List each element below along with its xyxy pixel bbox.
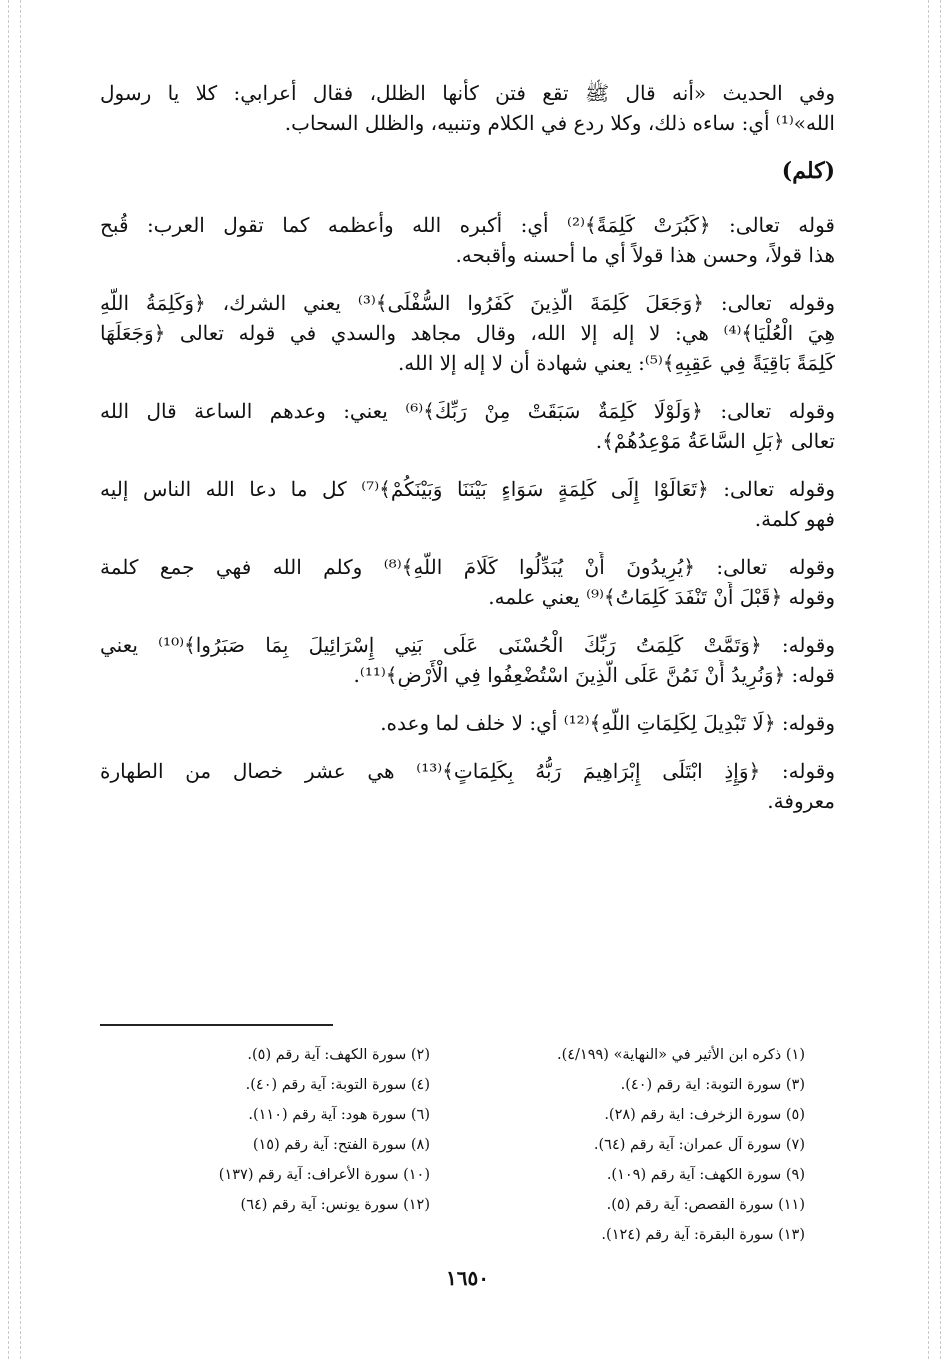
footnotes-column-odd [475, 1040, 835, 1250]
paragraph-la-tabdila [100, 708, 835, 738]
footnote-separator [100, 1024, 333, 1026]
text-line: فهو كلمة. [754, 507, 835, 531]
paragraph-walawla [100, 396, 835, 456]
footnote: (٢) سورة الكهف: آية رقم (٥). [247, 1047, 430, 1063]
footnote: (١١) سورة القصص: آية رقم (٥). [606, 1197, 805, 1213]
paragraph-kalimat-alladhina [100, 288, 835, 378]
text-line: تعالى ﴿بَلِ السَّاعَةُ مَوْعِدُهُمْ﴾. [595, 429, 835, 453]
scan-edge-left-inner [20, 0, 21, 1359]
text-line: كَلِمَةً بَاقِيَةً فِي عَقِبِهِ﴾⁽⁵⁾: يعني شهادة أن لا إله إلا الله. [397, 351, 835, 375]
paragraph-hadith [100, 78, 835, 138]
paragraph-watammat [100, 630, 835, 690]
scan-edge-right [928, 0, 929, 1359]
text-line: قوله: ﴿وَنُرِيدُ أَنْ نَمُنَّ عَلَى الَّذِينَ اسْتُضْعِفُوا فِي الْأَرْضِ﴾⁽¹¹⁾. [353, 663, 835, 687]
footnote: (٣) سورة التوبة: اية رقم (٤٠). [620, 1077, 805, 1093]
scan-edge-left [8, 0, 9, 1359]
document-page [100, 78, 835, 1290]
text-line: وفي الحديث «أنه قال ﷺ تقع فتن كأنها الظلل، فقال أعرابي: كلا يا رسول [100, 81, 835, 105]
paragraph-kaburat [100, 210, 835, 270]
text-line: هذا قولاً، وحسن هذا قولاً أي ما أحسنه وأقبحه. [455, 243, 835, 267]
text-line: قوله تعالى: ﴿كَبُرَتْ كَلِمَةً﴾⁽²⁾ أي: أكبره الله وأعظمه كما تقول العرب: قُبح [100, 213, 835, 237]
footnote: (١) ذكره ابن الأثير في «النهاية» (٤/١٩٩). [556, 1047, 805, 1063]
paragraph-ibtala [100, 756, 835, 816]
footnote: (٥) سورة الزخرف: اية رقم (٢٨). [604, 1107, 805, 1123]
page-number: ١٦٥٠ [446, 1266, 489, 1290]
footnote: (١٠) سورة الأعراف: آية رقم (١٣٧) [218, 1167, 430, 1183]
text-line: وقوله: ﴿لَا تَبْدِيلَ لِكَلِمَاتِ اللَّهِ﴾⁽¹²⁾ أي: لا خلف لما وعده. [380, 711, 835, 735]
text-line: وقوله: ﴿وَإِذِ ابْتَلَى إِبْرَاهِيمَ رَبُّهُ بِكَلِمَاتٍ﴾⁽¹³⁾ هي عشر خصال من الطهارة [100, 759, 835, 783]
footnote: (٦) سورة هود: آية رقم (١١٠). [248, 1107, 430, 1123]
footnote: (٩) سورة الكهف: آية رقم (١٠٩). [606, 1167, 805, 1183]
text-line: وقوله تعالى: ﴿وَجَعَلَ كَلِمَةَ الَّذِينَ كَفَرُوا السُّفْلَى﴾⁽³⁾ يعني الشرك، ﴿وَكَلِمَةُ اللَّهِ [100, 291, 835, 315]
footnotes [100, 1040, 835, 1250]
section-heading: (كلم) [781, 158, 835, 184]
text-line: وقوله تعالى: ﴿وَلَوْلَا كَلِمَةٌ سَبَقَتْ مِنْ رَبِّكَ﴾⁽⁶⁾ يعني: وعدهم الساعة قال الله [100, 399, 835, 423]
footnote: (٨) سورة الفتح: آية رقم (١٥) [252, 1137, 430, 1153]
paragraph-yuriduna [100, 552, 835, 612]
text-line: وقوله: ﴿وَتَمَّتْ كَلِمَتُ رَبِّكَ الْحُسْنَى عَلَى بَنِي إِسْرَائِيلَ بِمَا صَبَرُوا﴾⁽¹⁰⁾ يعني [100, 633, 835, 657]
text-line: وقوله تعالى: ﴿يُرِيدُونَ أَنْ يُبَدِّلُوا كَلَامَ اللَّهِ﴾⁽⁸⁾ وكلم الله فهي جمع كلمة [100, 555, 835, 579]
text-line: وقوله ﴿قَبْلَ أَنْ تَنْفَدَ كَلِمَاتُ﴾⁽⁹⁾ يعني علمه. [488, 585, 835, 609]
footnotes-column-even [100, 1040, 430, 1250]
footnote: (٤) سورة التوبة: آية رقم (٤٠). [245, 1077, 430, 1093]
footnote: (١٢) سورة يونس: آية رقم (٦٤) [240, 1197, 430, 1213]
scan-edge-right-inner [940, 0, 941, 1359]
paragraph-taalaw [100, 474, 835, 534]
text-line: هِيَ الْعُلْيَا﴾⁽⁴⁾ هي: لا إله إلا الله، وقال مجاهد والسدي في قوله تعالى ﴿وَجَعَلَهَا [100, 321, 835, 345]
text-line: الله»⁽¹⁾ أي: ساءه ذلك، وكلا ردع في الكلام وتنبيه، والظلل السحاب. [284, 111, 835, 135]
footnote: (١٣) سورة البقرة: آية رقم (١٢٤). [601, 1227, 805, 1243]
footnote: (٧) سورة آل عمران: آية رقم (٦٤). [593, 1137, 805, 1153]
text-line: وقوله تعالى: ﴿تَعَالَوْا إِلَى كَلِمَةٍ سَوَاءٍ بَيْنَنَا وَبَيْنَكُمْ﴾⁽⁷⁾ كل ما دعا الله الناس إليه [100, 477, 835, 501]
text-line: معروفة. [767, 789, 835, 813]
